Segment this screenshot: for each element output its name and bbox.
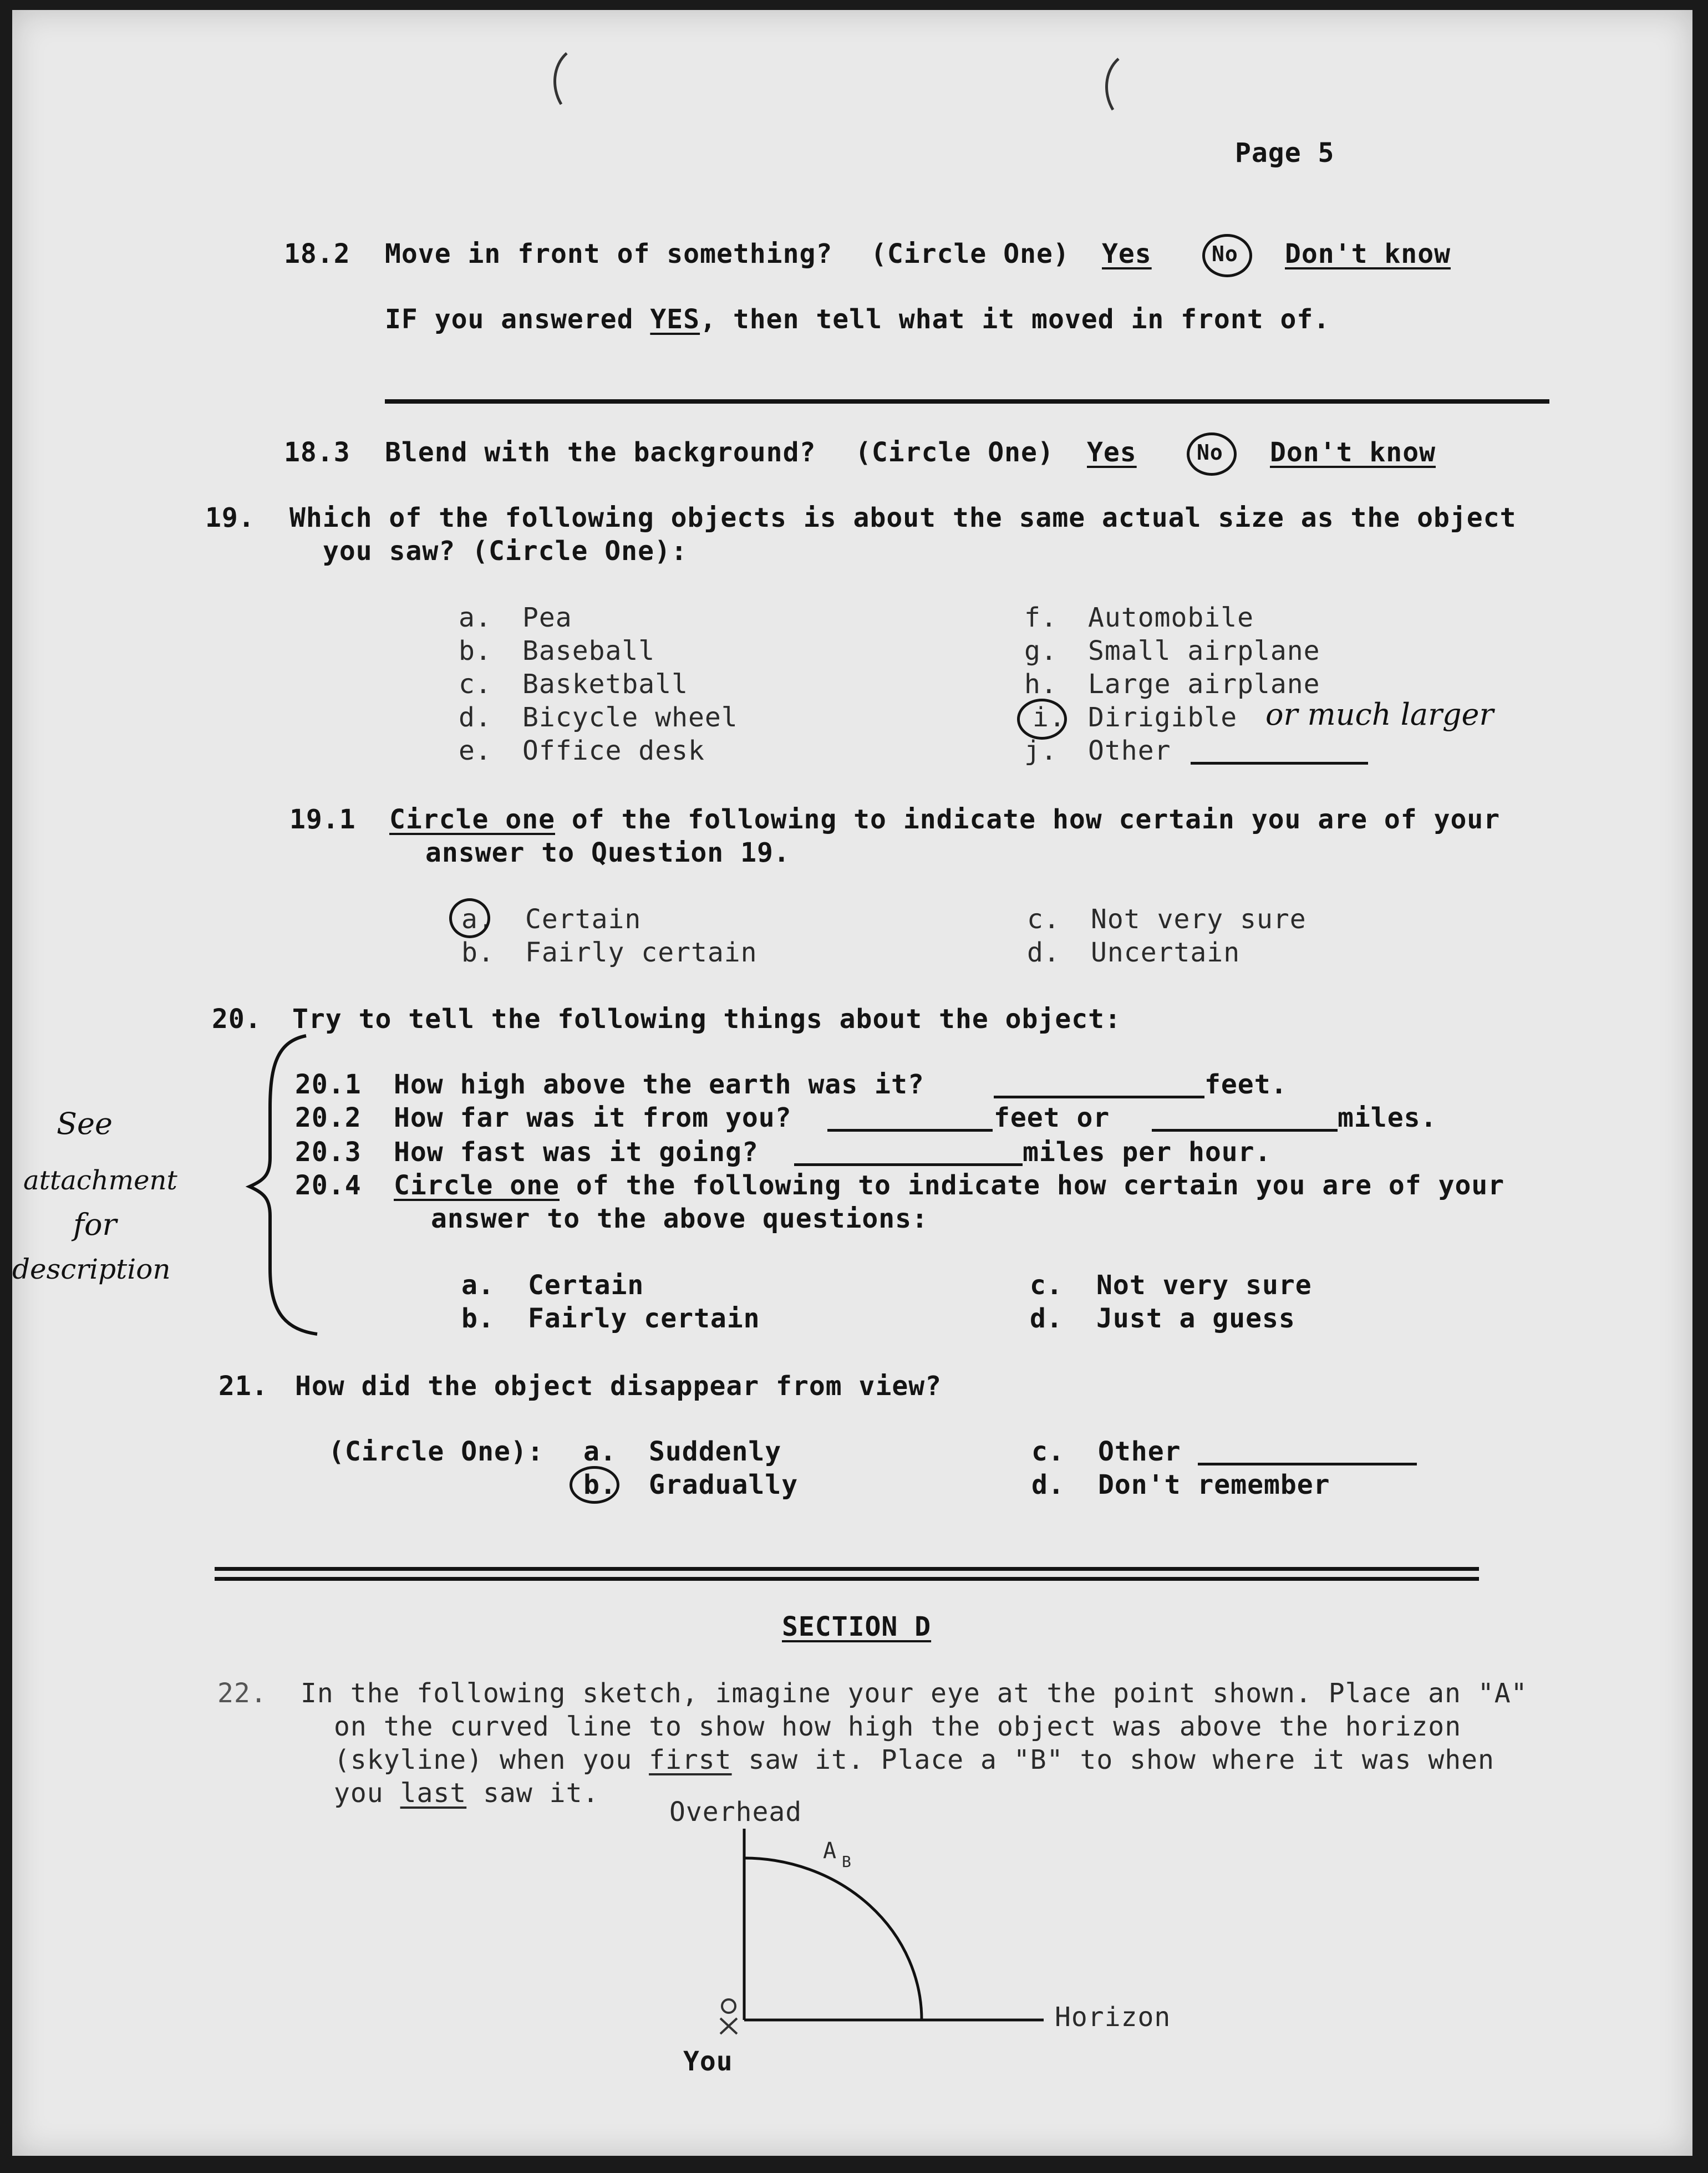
q19-1-option-b-letter: b. — [461, 937, 495, 968]
q20-number: 20. — [212, 1004, 262, 1035]
q18-3-dontknow-option[interactable]: Don't know — [1270, 437, 1436, 468]
q22-number: 22. — [217, 1678, 267, 1709]
horizon-sketch[interactable] — [689, 1806, 1088, 2039]
q20-4-line2: answer to the above questions: — [431, 1203, 928, 1234]
q18-3-circle-instruction: (Circle One) — [855, 437, 1054, 468]
q19-option-e-letter: e. — [459, 735, 492, 766]
q20-3-text: How fast was it going? — [394, 1137, 759, 1168]
q20-4-option-b-letter: b. — [461, 1303, 495, 1334]
q19-option-j-letter: j. — [1024, 735, 1058, 766]
q20-2-feet-answer-line[interactable] — [827, 1129, 993, 1132]
q21-number: 21. — [218, 1371, 268, 1402]
form-page — [12, 10, 1692, 2156]
q20-4-option-d[interactable]: Just a guess — [1096, 1303, 1295, 1334]
q19-number: 19. — [205, 502, 255, 533]
q19-1-option-c-letter: c. — [1027, 904, 1060, 935]
scan-bracket-mark-right — [1096, 54, 1130, 115]
q19-line2: you saw? (Circle One): — [323, 536, 688, 567]
q18-3-question: Blend with the background? — [385, 437, 816, 468]
q19-option-c-letter: c. — [459, 669, 492, 700]
q21-option-b-circled-mark — [570, 1466, 619, 1504]
section-divider-top — [215, 1567, 1479, 1571]
q20-2-unit-miles: miles. — [1338, 1102, 1437, 1133]
q20-4-option-c[interactable]: Not very sure — [1096, 1270, 1312, 1301]
q18-2-yes-option[interactable]: Yes — [1102, 238, 1152, 269]
section-heading: SECTION D — [782, 1611, 932, 1642]
q19-option-b[interactable]: Baseball — [522, 635, 655, 666]
q18-3-no-circled-mark — [1187, 432, 1237, 476]
q20-4-option-d-letter: d. — [1030, 1303, 1063, 1334]
q19-1-option-b[interactable]: Fairly certain — [525, 937, 758, 968]
q21-option-d-letter: d. — [1031, 1469, 1065, 1500]
q18-2-no-option[interactable]: No — [1212, 242, 1238, 266]
q21-option-a[interactable]: Suddenly — [649, 1436, 782, 1467]
q20-2-number: 20.2 — [295, 1102, 362, 1133]
q19-option-e[interactable]: Office desk — [522, 735, 705, 766]
q19-1-option-d[interactable]: Uncertain — [1091, 937, 1241, 968]
q19-line1: Which of the following objects is about the same actual size as the object — [289, 502, 1517, 533]
margin-note-line2: attachment — [23, 1165, 177, 1196]
q19-option-c[interactable]: Basketball — [522, 669, 688, 700]
q18-2-circle-instruction: (Circle One) — [871, 238, 1070, 269]
q19-option-h-letter: h. — [1024, 669, 1058, 700]
margin-note-line3: for — [73, 1207, 117, 1242]
q19-option-g[interactable]: Small airplane — [1088, 635, 1320, 666]
q19-option-f-letter: f. — [1024, 602, 1058, 633]
q18-3-number: 18.3 — [284, 437, 350, 468]
q19-option-a-letter: a. — [459, 602, 492, 633]
q19-option-a[interactable]: Pea — [522, 602, 572, 633]
q19-handwritten-note: or much larger — [1265, 697, 1494, 732]
q21-option-b-letter: b. — [583, 1469, 617, 1500]
q22-line4: you last saw it. — [334, 1778, 599, 1809]
q21-option-b[interactable]: Gradually — [649, 1469, 799, 1500]
sketch-overhead-label: Overhead — [669, 1797, 802, 1828]
q19-1-line2: answer to Question 19. — [425, 837, 790, 868]
q19-1-option-a-circled-mark — [449, 898, 490, 938]
q21-circle-instruction: (Circle One): — [328, 1436, 544, 1467]
q22-line3: (skyline) when you first saw it. Place a "B" to show where it was when — [334, 1744, 1494, 1775]
q20-1-text: How high above the earth was it? — [394, 1069, 924, 1100]
q21-option-c-letter: c. — [1031, 1436, 1065, 1467]
q21-option-d[interactable]: Don't remember — [1098, 1469, 1330, 1500]
q21-option-a-letter: a. — [583, 1436, 617, 1467]
q19-1-line1: Circle one of the following to indicate how certain you are of your — [389, 804, 1501, 835]
q18-2-followup: IF you answered YES, then tell what it moved in front of. — [385, 304, 1330, 335]
curly-brace-mark — [245, 1030, 323, 1341]
q19-option-d-letter: d. — [459, 702, 492, 733]
q18-2-question: Move in front of something? — [385, 238, 833, 269]
q20-3-answer-line[interactable] — [794, 1163, 1023, 1166]
sketch-mark-b: B — [842, 1853, 852, 1871]
sketch-you-label: You — [683, 2046, 733, 2077]
q19-1-number: 19.1 — [289, 804, 356, 835]
q19-option-d[interactable]: Bicycle wheel — [522, 702, 738, 733]
q21-other-answer-line[interactable] — [1198, 1463, 1417, 1465]
q22-line2: on the curved line to show how high the object was above the horizon — [334, 1711, 1462, 1742]
q19-option-i-circled-mark — [1017, 699, 1067, 740]
q21-question: How did the object disappear from view? — [295, 1371, 942, 1402]
q20-4-line1: Circle one of the following to indicate how certain you are of your — [394, 1170, 1505, 1201]
q18-2-dontknow-option[interactable]: Don't know — [1285, 238, 1451, 269]
sketch-horizon-label: Horizon — [1055, 2002, 1171, 2033]
q19-1-option-c[interactable]: Not very sure — [1091, 904, 1307, 935]
q20-2-miles-answer-line[interactable] — [1152, 1129, 1338, 1132]
eye-point-icon — [712, 1995, 745, 2039]
q18-3-yes-option[interactable]: Yes — [1087, 437, 1137, 468]
margin-note-line1: See — [57, 1106, 113, 1141]
q19-option-j[interactable]: Other — [1088, 735, 1171, 766]
q19-option-g-letter: g. — [1024, 635, 1058, 666]
q18-2-no-circled-mark — [1202, 234, 1252, 277]
q20-4-number: 20.4 — [295, 1170, 362, 1201]
q20-1-unit: feet. — [1204, 1069, 1288, 1100]
q19-1-option-a[interactable]: Certain — [525, 904, 642, 935]
q22-line1: In the following sketch, imagine your eye at the point shown. Place an "A" — [301, 1678, 1528, 1709]
sketch-mark-a: A — [823, 1838, 837, 1864]
q20-1-number: 20.1 — [295, 1069, 362, 1100]
section-divider-bottom — [215, 1577, 1479, 1581]
q20-3-unit: miles per hour. — [1023, 1137, 1272, 1168]
q18-2-number: 18.2 — [284, 238, 350, 269]
q21-option-c[interactable]: Other — [1098, 1436, 1181, 1467]
q19-1-option-d-letter: d. — [1027, 937, 1060, 968]
q20-intro: Try to tell the following things about the object: — [292, 1004, 1121, 1035]
q18-2-answer-line[interactable] — [385, 399, 1549, 404]
q20-2-unit-feet: feet or — [994, 1102, 1110, 1133]
scan-bracket-mark-left — [545, 49, 578, 110]
q19-option-i-letter: i. — [1033, 702, 1066, 733]
q18-3-no-option[interactable]: No — [1197, 440, 1223, 465]
q20-4-option-a-letter: a. — [461, 1270, 495, 1301]
q20-4-option-a[interactable]: Certain — [528, 1270, 644, 1301]
q20-4-option-c-letter: c. — [1030, 1270, 1063, 1301]
q19-option-f[interactable]: Automobile — [1088, 602, 1254, 633]
q19-other-answer-line[interactable] — [1191, 762, 1368, 765]
q20-3-number: 20.3 — [295, 1137, 362, 1168]
q20-1-answer-line[interactable] — [994, 1096, 1204, 1098]
q19-option-h[interactable]: Large airplane — [1088, 669, 1320, 700]
margin-note-line4: description — [12, 1253, 171, 1285]
q19-option-i[interactable]: Dirigible — [1088, 702, 1238, 733]
q20-2-text: How far was it from you? — [394, 1102, 792, 1133]
page-number: Page 5 — [1235, 138, 1335, 169]
q19-1-option-a-letter: a. — [461, 904, 495, 935]
q19-option-b-letter: b. — [459, 635, 492, 666]
q20-4-option-b[interactable]: Fairly certain — [528, 1303, 760, 1334]
